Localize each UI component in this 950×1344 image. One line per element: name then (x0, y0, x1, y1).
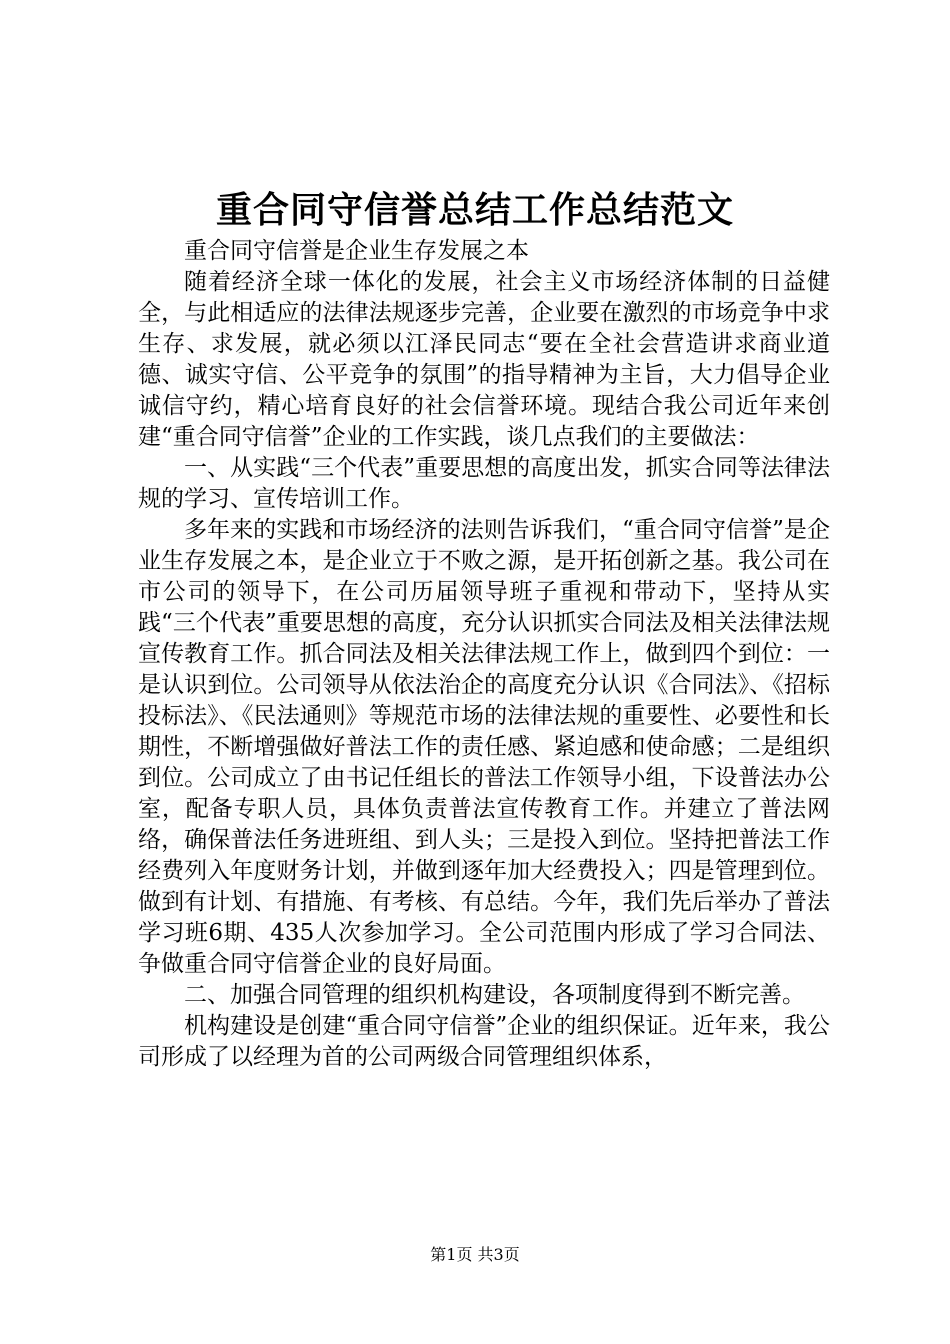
paragraph: 随着经济全球一体化的发展，社会主义市场经济体制的日益健全，与此相适应的法律法规逐步完善，企业要在激烈的市场竞争中求生存、求发展，就必须以江泽民同志“要在全社会营造讲求商业道德、诚实守信、公平竞争的氛围”的指导精神为主旨，大力倡导企业诚信守约，精心培育良好的社会信誉环境。现结合我公司近年来创建“重合同守信誉”企业的工作实践，谈几点我们的主要做法： (138, 269, 830, 450)
paragraph: 多年来的实践和市场经济的法则告诉我们，“重合同守信誉”是企业生存发展之本，是企业立于不败之源，是开拓创新之基。我公司在市公司的领导下，在公司历届领导班子重视和带动下，坚持从实践“三个代表”重要思想的高度，充分认识抓实合同法及相关法律法规宣传教育工作。抓合同法及相关法律法规工作上，做到四个到位：一是认识到位。公司领导从依法治企的高度充分认识《合同法》、《招标投标法》、《民法通则》等规范市场的法律法规的重要性、必要性和长期性，不断增强做好普法工作的责任感、紧迫感和使命感；二是组织到位。公司成立了由书记任组长的普法工作领导小组，下设普法办公室，配备专职人员，具体负责普法宣传教育工作。并建立了普法网络，确保普法任务进班组、到人头；三是投入到位。坚持把普法工作经费列入年度财务计划，并做到逐年加大经费投入；四是管理到位。做到有计划、有措施、有考核、有总结。今年，我们先后举办了普法学习班6期、435人次参加学习。全公司范围内形成了学习合同法、争做重合同守信誉企业的良好局面。 (138, 517, 830, 977)
page-number-footer: 第1页 共3页 (430, 1245, 520, 1264)
paragraph: 机构建设是创建“重合同守信誉”企业的组织保证。近年来，我公司形成了以经理为首的公司两级合同管理组织体系， (138, 1013, 830, 1070)
paragraph: 一、从实践“三个代表”重要思想的高度出发，抓实合同等法律法规的学习、宣传培训工作。 (138, 455, 830, 512)
document-body (138, 236, 830, 1073)
paragraph: 重合同守信誉是企业生存发展之本 (184, 238, 529, 264)
document-title: 重合同守信誉总结工作总结范文 (215, 189, 734, 231)
paragraph: 二、加强合同管理的组织机构建设，各项制度得到不断完善。 (184, 982, 805, 1008)
